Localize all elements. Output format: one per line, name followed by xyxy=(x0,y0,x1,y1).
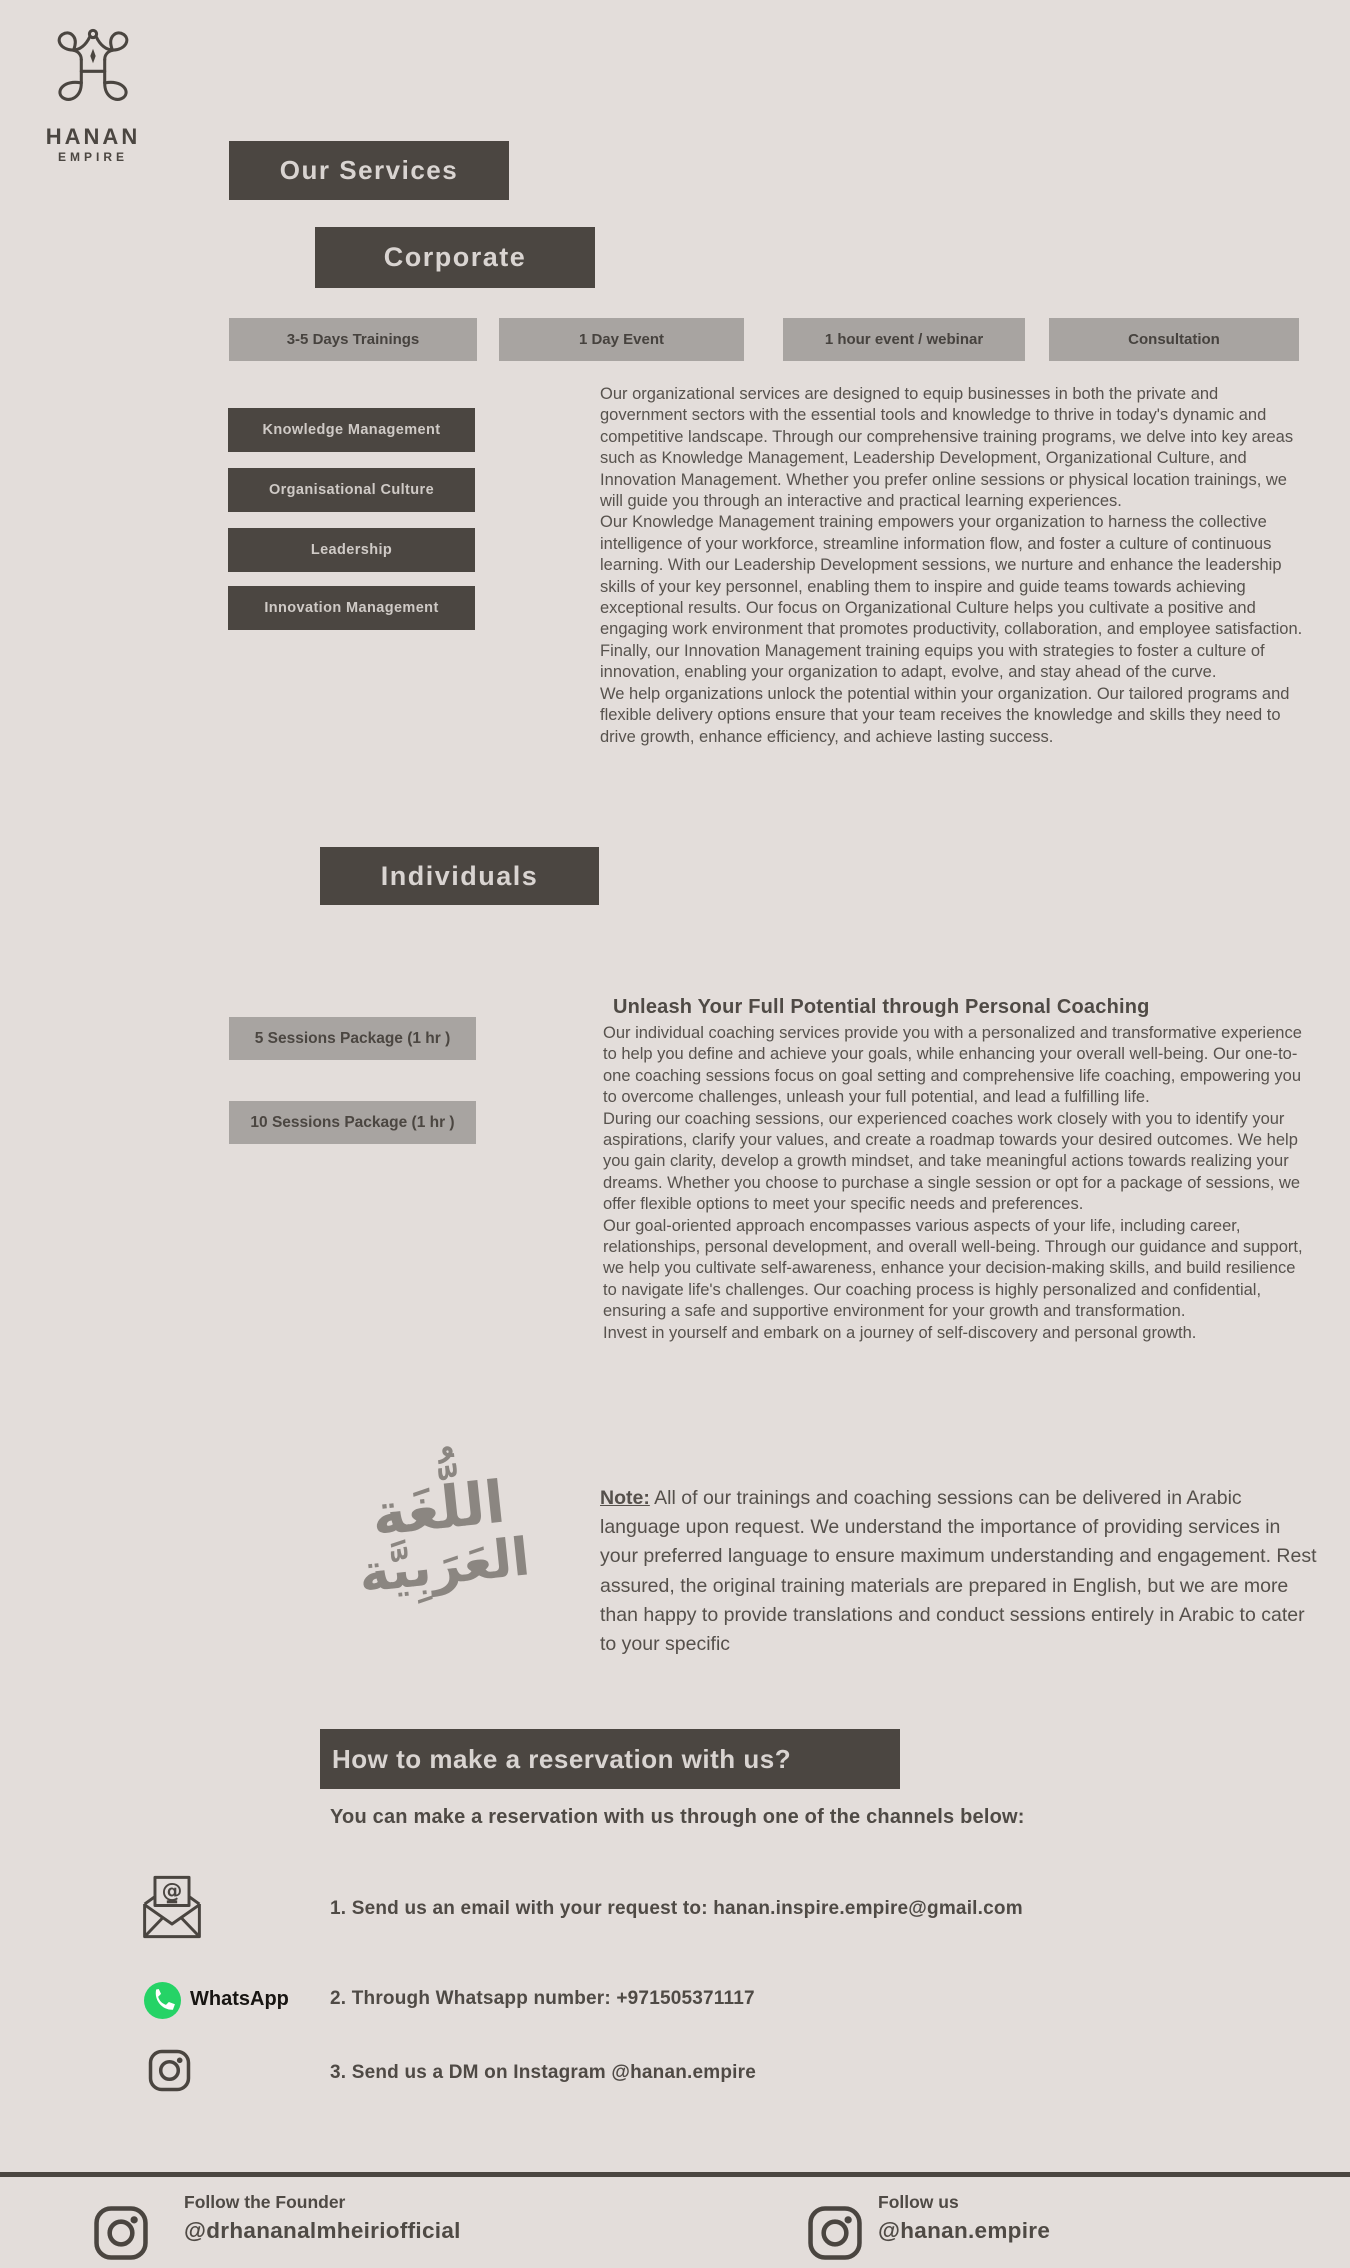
company-instagram-handle[interactable]: @hanan.empire xyxy=(878,2218,1051,2243)
at-symbol-glyph: @ xyxy=(161,1878,183,1903)
founder-instagram-handle[interactable]: @drhananalmheiriofficial xyxy=(184,2218,461,2243)
topic-knowledge-management[interactable]: Knowledge Management xyxy=(228,408,475,452)
follow-founder-label: Follow the Founder xyxy=(184,2192,346,2212)
footer-divider xyxy=(0,2172,1350,2177)
arabic-language-calligraphy xyxy=(311,1465,579,1680)
topic-innovation-management[interactable]: Innovation Management xyxy=(228,586,475,630)
arabic-calligraphy-line1: اللُّغَة xyxy=(368,1467,509,1550)
tab-1-hour-event-webinar[interactable]: 1 hour event / webinar xyxy=(783,318,1025,361)
whatsapp-label: WhatsApp xyxy=(190,1988,289,2010)
individuals-paragraph-3: Our goal-oriented approach encompasses various aspects of your life, including career, relationships, personal development, and overall well-being. Through our guidance and support, we help you cultivate self-awareness, enhance your decision-making skills, and build resilience to navigate life's challenges. Our coaching process is highly personalized and confidential, ensuring a safe and supportive environment for your growth and transformation. xyxy=(603,1216,1303,1321)
email-envelope-icon xyxy=(135,1870,209,1944)
individuals-heading: Unleash Your Full Potential through Personal Coaching xyxy=(613,996,1150,1018)
tab-1-day-event[interactable]: 1 Day Event xyxy=(499,318,744,361)
tab-3-5-days-trainings[interactable]: 3-5 Days Trainings xyxy=(229,318,477,361)
reservation-section-header: How to make a reservation with us? xyxy=(320,1729,900,1789)
note-text: All of our trainings and coaching sessions can be delivered in Arabic language upon request. We understand the importance of providing services in your preferred language to ensure maximum understanding and engagement. Rest assured, the original training materials are prepared in English, but we are more than happy to provide translations and conduct sessions entirely in Arabic to cater to your specific xyxy=(600,1487,1317,1656)
corporate-paragraph-3: We help organizations unlock the potential within your organization. Our tailored programs and flexible delivery options ensure that your team receives the knowledge and skills they need to drive growth, enhance efficiency, and achieve lasting success. xyxy=(600,684,1290,746)
individuals-paragraph-1: Our individual coaching services provide you with a personalized and transformative experience to help you define and achieve your goals, while enhancing your overall well-being. Our one-to-one coaching sessions focus on goal setting and comprehensive life coaching, empowering you to overcome challenges, unleash your full potential, and lead a fulfilling life. xyxy=(603,1024,1302,1107)
topic-leadership[interactable]: Leadership xyxy=(228,528,475,572)
individuals-paragraph-2: During our coaching sessions, our experienced coaches work closely with you to identify your aspirations, clarify your values, and create a roadmap towards your desired outcomes. We help you gain clarity, develop a growth mindset, and take meaningful actions towards realizing your dreams. Whether you choose to purchase a single session or opt for a package of sessions, we offer flexible options to meet your specific needs and preferences. xyxy=(603,1109,1301,1214)
channel-whatsapp[interactable]: 2. Through Whatsapp number: +971505371117 xyxy=(330,1988,755,2009)
logo-brand-tagline: EMPIRE xyxy=(57,150,128,164)
founder-instagram-icon xyxy=(92,2204,150,2262)
individuals-description xyxy=(603,1023,1311,1344)
arabic-delivery-note xyxy=(600,1484,1320,1659)
package-5-sessions[interactable]: 5 Sessions Package (1 hr ) xyxy=(229,1017,476,1060)
logo-brand-name: HANAN xyxy=(45,124,141,149)
individuals-paragraph-4: Invest in yourself and embark on a journey of self-discovery and personal growth. xyxy=(603,1323,1197,1342)
reservation-intro: You can make a reservation with us through one of the channels below: xyxy=(330,1806,1025,1828)
individuals-section-header: Individuals xyxy=(320,847,599,905)
channel-email[interactable]: 1. Send us an email with your request to: hanan.inspire.empire@gmail.com xyxy=(330,1898,1023,1919)
instagram-icon xyxy=(147,2048,192,2093)
channel-instagram[interactable]: 3. Send us a DM on Instagram @hanan.empire xyxy=(330,2062,757,2083)
package-10-sessions[interactable]: 10 Sessions Package (1 hr ) xyxy=(229,1101,476,1144)
follow-us-label: Follow us xyxy=(878,2192,959,2212)
our-services-header: Our Services xyxy=(229,141,509,200)
whatsapp-icon xyxy=(144,1982,181,2019)
note-label: Note: xyxy=(600,1487,650,1509)
tab-consultation[interactable]: Consultation xyxy=(1049,318,1299,361)
hanan-empire-logo-icon xyxy=(48,26,138,122)
corporate-paragraph-1: Our organizational services are designed to equip businesses in both the private and government sectors with the essential tools and knowledge to thrive in today's dynamic and competitive landscape. Through our comprehensive training programs, we delve into key areas such as Knowledge Management, Leadership Development, Organizational Culture, and Innovation Management. Whether you prefer online sessions or physical location trainings, we will guide you through an interactive and practical learning experiences. xyxy=(600,385,1294,511)
corporate-paragraph-2: Our Knowledge Management training empowers your organization to harness the collective intelligence of your workforce, streamline information flow, and foster a culture of continuous learning. With our Leadership Development sessions, we nurture and enhance the leadership skills of your key personnel, enabling them to inspire and guide teams towards achieving exceptional results. Our focus on Organizational Culture helps you cultivate a positive and engaging work environment that promotes productivity, collaboration, and employee satisfaction. Finally, our Innovation Management training equips you with strategies to foster a culture of innovation, enabling your organization to adapt, evolve, and stay ahead of the curve. xyxy=(600,513,1303,682)
arabic-calligraphy-line2: العَرَبِيَّة xyxy=(355,1527,533,1605)
corporate-description xyxy=(600,384,1306,748)
topic-organisational-culture[interactable]: Organisational Culture xyxy=(228,468,475,512)
company-instagram-icon xyxy=(806,2204,864,2262)
corporate-section-header: Corporate xyxy=(315,227,595,288)
